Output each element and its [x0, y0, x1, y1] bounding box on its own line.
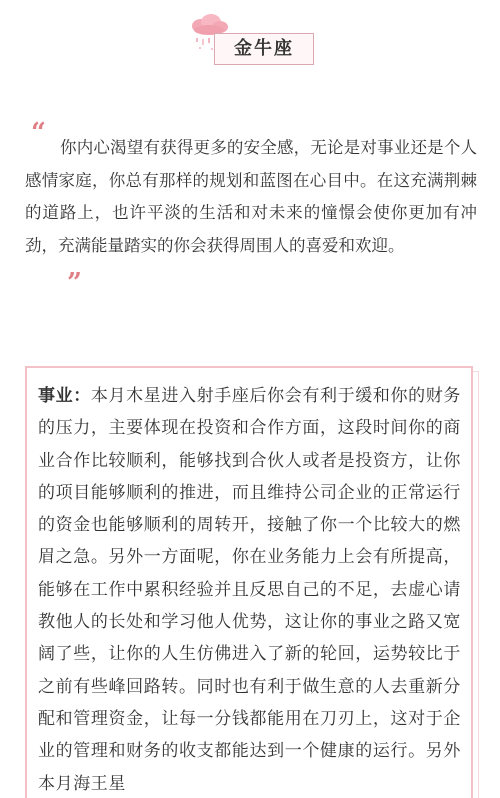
close-quote-mark: ” [67, 268, 82, 298]
career-label: 事业： [38, 386, 91, 406]
title-header [0, 0, 500, 80]
open-quote-mark: “ [31, 118, 46, 148]
intro-quote-text: 你内心渴望有获得更多的安全感，无论是对事业还是个人感情家庭，你总有那样的规划和蓝图在心目中。在这充满荆棘的道路上，也许平淡的生活和对未来的憧憬会使你更加有冲劲，充满能量踏实的你会获得周围人的喜爱和欢迎。 [25, 138, 477, 255]
career-card [25, 366, 473, 798]
page-title: 金牛座 [234, 38, 294, 59]
career-text-block [38, 380, 461, 798]
career-body: 本月木星进入射手座后你会有利于缓和你的财务的压力，主要体现在投资和合作方面，这段时间你的商业合作比较顺利，能够找到合伙人或者是投资方，让你的项目能够顺利的推进，而且维持公司企业的正常运行的资金也能够顺利的周转开，接触了你一个比较大的燃眉之急。另外一方面呢，你在业务能力上会有所提高，能够在工作中累积经验并且反思自己的不足，去虚心请教他人的长处和学习他人优势，这让你的事业之路又宽阔了些，让你的人生仿佛进入了新的轮回，运势较比于之前有些峰回路转。同时也有利于做生意的人去重新分配和管理资金，让每一分钱都能用在刀刃上，这对于企业的管理和财务的收支都能达到一个健康的运行。另外本月海王星 [38, 386, 461, 794]
title-box [214, 33, 314, 65]
